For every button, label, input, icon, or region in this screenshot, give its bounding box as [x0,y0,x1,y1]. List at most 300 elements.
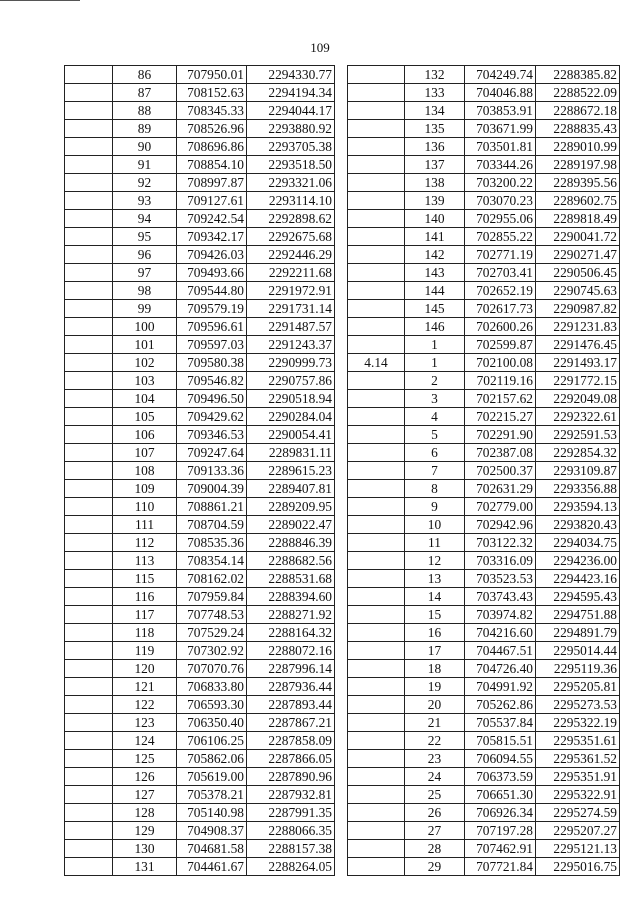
table-row [65,588,335,606]
y-coordinate-cell: 2294891.79 [536,624,620,642]
point-number-cell: 134 [405,102,465,120]
point-number-cell: 119 [113,642,177,660]
section-cell [348,390,405,408]
table-row [65,120,335,138]
table-row [65,300,335,318]
y-coordinate-cell: 2290745.63 [536,282,620,300]
table-row [65,174,335,192]
y-coordinate-cell: 2288394.60 [247,588,335,606]
section-cell [65,606,113,624]
section-cell [348,426,405,444]
point-number-cell: 116 [113,588,177,606]
table-row [65,714,335,732]
point-number-cell: 105 [113,408,177,426]
x-coordinate-cell: 709004.39 [177,480,247,498]
x-coordinate-cell: 702779.00 [465,498,536,516]
y-coordinate-cell: 2288066.35 [247,822,335,840]
point-number-cell: 93 [113,192,177,210]
y-coordinate-cell: 2290054.41 [247,426,335,444]
section-cell [65,678,113,696]
x-coordinate-cell: 705619.00 [177,768,247,786]
y-coordinate-cell: 2294236.00 [536,552,620,570]
x-coordinate-cell: 709242.54 [177,210,247,228]
x-coordinate-cell: 702215.27 [465,408,536,426]
x-coordinate-cell: 705262.86 [465,696,536,714]
section-cell [65,570,113,588]
table-row [65,804,335,822]
point-number-cell: 137 [405,156,465,174]
x-coordinate-cell: 702387.08 [465,444,536,462]
table-row [65,498,335,516]
section-cell [348,642,405,660]
y-coordinate-cell: 2289022.47 [247,516,335,534]
section-cell [348,750,405,768]
point-number-cell: 8 [405,480,465,498]
point-number-cell: 112 [113,534,177,552]
x-coordinate-cell: 703743.43 [465,588,536,606]
point-number-cell: 121 [113,678,177,696]
y-coordinate-cell: 2295361.52 [536,750,620,768]
section-cell [65,732,113,750]
section-cell [348,120,405,138]
table-row [348,498,620,516]
point-number-cell: 1 [405,336,465,354]
table-row [65,768,335,786]
x-coordinate-cell: 702157.62 [465,390,536,408]
table-row [65,732,335,750]
point-number-cell: 122 [113,696,177,714]
y-coordinate-cell: 2288385.82 [536,66,620,84]
section-cell [65,660,113,678]
y-coordinate-cell: 2295322.19 [536,714,620,732]
section-cell [348,192,405,210]
table-row [65,696,335,714]
table-row [348,840,620,858]
x-coordinate-cell: 708854.10 [177,156,247,174]
y-coordinate-cell: 2292211.68 [247,264,335,282]
point-number-cell: 142 [405,246,465,264]
y-coordinate-cell: 2288846.39 [247,534,335,552]
point-number-cell: 103 [113,372,177,390]
x-coordinate-cell: 702291.90 [465,426,536,444]
y-coordinate-cell: 2288157.38 [247,840,335,858]
section-cell [65,120,113,138]
section-cell [348,372,405,390]
y-coordinate-cell: 2289407.81 [247,480,335,498]
x-coordinate-cell: 707950.01 [177,66,247,84]
y-coordinate-cell: 2291243.37 [247,336,335,354]
y-coordinate-cell: 2288835.43 [536,120,620,138]
section-cell [348,516,405,534]
section-cell [348,552,405,570]
point-number-cell: 130 [113,840,177,858]
point-number-cell: 10 [405,516,465,534]
table-row [65,66,335,84]
point-number-cell: 143 [405,264,465,282]
x-coordinate-cell: 702855.22 [465,228,536,246]
x-coordinate-cell: 702631.29 [465,480,536,498]
point-number-cell: 117 [113,606,177,624]
table-row [65,606,335,624]
x-coordinate-cell: 705378.21 [177,786,247,804]
section-cell [348,282,405,300]
x-coordinate-cell: 702100.08 [465,354,536,372]
x-coordinate-cell: 708696.86 [177,138,247,156]
y-coordinate-cell: 2295014.44 [536,642,620,660]
section-cell [348,732,405,750]
point-number-cell: 20 [405,696,465,714]
point-number-cell: 17 [405,642,465,660]
table-row [348,408,620,426]
point-number-cell: 115 [113,570,177,588]
y-coordinate-cell: 2295351.91 [536,768,620,786]
y-coordinate-cell: 2287991.35 [247,804,335,822]
table-row [348,462,620,480]
x-coordinate-cell: 706350.40 [177,714,247,732]
x-coordinate-cell: 709493.66 [177,264,247,282]
y-coordinate-cell: 2293518.50 [247,156,335,174]
y-coordinate-cell: 2293109.87 [536,462,620,480]
section-cell [65,534,113,552]
table-row [348,678,620,696]
point-number-cell: 111 [113,516,177,534]
table-row [65,786,335,804]
x-coordinate-cell: 705537.84 [465,714,536,732]
point-number-cell: 127 [113,786,177,804]
y-coordinate-cell: 2287932.81 [247,786,335,804]
section-cell [348,714,405,732]
table-row [65,822,335,840]
y-coordinate-cell: 2291772.15 [536,372,620,390]
y-coordinate-cell: 2293114.10 [247,192,335,210]
x-coordinate-cell: 708861.21 [177,498,247,516]
point-number-cell: 113 [113,552,177,570]
table-row [65,246,335,264]
section-cell [65,390,113,408]
y-coordinate-cell: 2294034.75 [536,534,620,552]
table-row [65,534,335,552]
x-coordinate-cell: 707529.24 [177,624,247,642]
table-row [65,444,335,462]
y-coordinate-cell: 2294194.34 [247,84,335,102]
x-coordinate-cell: 706373.59 [465,768,536,786]
table-row [65,336,335,354]
table-row [348,138,620,156]
section-cell [348,678,405,696]
point-number-cell: 145 [405,300,465,318]
table-row [348,192,620,210]
section-cell [65,192,113,210]
point-number-cell: 29 [405,858,465,876]
section-cell [65,624,113,642]
table-row [348,570,620,588]
y-coordinate-cell: 2287893.44 [247,696,335,714]
x-coordinate-cell: 704249.74 [465,66,536,84]
section-cell [65,750,113,768]
y-coordinate-cell: 2288072.16 [247,642,335,660]
section-cell [65,336,113,354]
y-coordinate-cell: 2289615.23 [247,462,335,480]
section-cell [65,282,113,300]
table-row [348,588,620,606]
x-coordinate-cell: 706106.25 [177,732,247,750]
y-coordinate-cell: 2290041.72 [536,228,620,246]
section-cell [348,264,405,282]
table-row [65,84,335,102]
section-cell [65,174,113,192]
table-row [348,66,620,84]
section-cell [65,480,113,498]
table-row [348,390,620,408]
y-coordinate-cell: 2294423.16 [536,570,620,588]
y-coordinate-cell: 2291731.14 [247,300,335,318]
table-row [65,462,335,480]
table-row [65,840,335,858]
point-number-cell: 9 [405,498,465,516]
point-number-cell: 146 [405,318,465,336]
x-coordinate-cell: 704908.37 [177,822,247,840]
section-cell [65,138,113,156]
x-coordinate-cell: 709546.82 [177,372,247,390]
section-cell [65,498,113,516]
table-row [65,210,335,228]
y-coordinate-cell: 2292591.53 [536,426,620,444]
y-coordinate-cell: 2290518.94 [247,390,335,408]
x-coordinate-cell: 703523.53 [465,570,536,588]
table-row [348,750,620,768]
table-row [348,732,620,750]
x-coordinate-cell: 705140.98 [177,804,247,822]
point-number-cell: 109 [113,480,177,498]
point-number-cell: 107 [113,444,177,462]
section-cell [65,642,113,660]
point-number-cell: 90 [113,138,177,156]
section-cell [348,858,405,876]
x-coordinate-cell: 709426.03 [177,246,247,264]
y-coordinate-cell: 2291972.91 [247,282,335,300]
point-number-cell: 13 [405,570,465,588]
section-cell: 4.14 [348,354,405,372]
y-coordinate-cell: 2289209.95 [247,498,335,516]
x-coordinate-cell: 708354.14 [177,552,247,570]
section-cell [65,588,113,606]
section-cell [65,318,113,336]
table-row [65,372,335,390]
table-row [65,138,335,156]
x-coordinate-cell: 702771.19 [465,246,536,264]
y-coordinate-cell: 2288682.56 [247,552,335,570]
point-number-cell: 19 [405,678,465,696]
section-cell [348,804,405,822]
table-row [65,354,335,372]
point-number-cell: 88 [113,102,177,120]
point-number-cell: 106 [113,426,177,444]
y-coordinate-cell: 2295273.53 [536,696,620,714]
section-cell [348,300,405,318]
y-coordinate-cell: 2290506.45 [536,264,620,282]
x-coordinate-cell: 709127.61 [177,192,247,210]
x-coordinate-cell: 703200.22 [465,174,536,192]
x-coordinate-cell: 709346.53 [177,426,247,444]
section-cell [348,408,405,426]
x-coordinate-cell: 709496.50 [177,390,247,408]
table-row [348,714,620,732]
y-coordinate-cell: 2289831.11 [247,444,335,462]
y-coordinate-cell: 2287858.09 [247,732,335,750]
section-cell [65,228,113,246]
section-cell [348,588,405,606]
x-coordinate-cell: 702599.87 [465,336,536,354]
point-number-cell: 131 [113,858,177,876]
x-coordinate-cell: 702617.73 [465,300,536,318]
table-row [348,120,620,138]
y-coordinate-cell: 2289010.99 [536,138,620,156]
x-coordinate-cell: 709580.38 [177,354,247,372]
table-row [348,228,620,246]
x-coordinate-cell: 708997.87 [177,174,247,192]
table-row [348,606,620,624]
table-row [348,282,620,300]
table-row [348,552,620,570]
point-number-cell: 104 [113,390,177,408]
table-row [65,408,335,426]
section-cell [348,210,405,228]
point-number-cell: 124 [113,732,177,750]
y-coordinate-cell: 2295351.61 [536,732,620,750]
section-cell [348,822,405,840]
y-coordinate-cell: 2292854.32 [536,444,620,462]
coordinates-table-left [64,65,335,876]
x-coordinate-cell: 708704.59 [177,516,247,534]
y-coordinate-cell: 2289197.98 [536,156,620,174]
point-number-cell: 138 [405,174,465,192]
x-coordinate-cell: 702942.96 [465,516,536,534]
y-coordinate-cell: 2289818.49 [536,210,620,228]
section-cell [348,246,405,264]
table-row [348,336,620,354]
y-coordinate-cell: 2295274.59 [536,804,620,822]
section-cell [65,426,113,444]
section-cell [65,822,113,840]
point-number-cell: 128 [113,804,177,822]
point-number-cell: 24 [405,768,465,786]
point-number-cell: 100 [113,318,177,336]
table-row [348,444,620,462]
section-cell [348,462,405,480]
section-cell [348,786,405,804]
y-coordinate-cell: 2295119.36 [536,660,620,678]
table-row [348,84,620,102]
coordinates-table-right [347,65,620,876]
section-cell [65,804,113,822]
y-coordinate-cell: 2291487.57 [247,318,335,336]
x-coordinate-cell: 708526.96 [177,120,247,138]
section-cell [65,102,113,120]
point-number-cell: 25 [405,786,465,804]
point-number-cell: 92 [113,174,177,192]
point-number-cell: 22 [405,732,465,750]
x-coordinate-cell: 709596.61 [177,318,247,336]
point-number-cell: 96 [113,246,177,264]
x-coordinate-cell: 703070.23 [465,192,536,210]
y-coordinate-cell: 2291476.45 [536,336,620,354]
point-number-cell: 4 [405,408,465,426]
point-number-cell: 102 [113,354,177,372]
y-coordinate-cell: 2295207.27 [536,822,620,840]
point-number-cell: 129 [113,822,177,840]
y-coordinate-cell: 2292898.62 [247,210,335,228]
section-cell [65,84,113,102]
x-coordinate-cell: 705862.06 [177,750,247,768]
x-coordinate-cell: 706833.80 [177,678,247,696]
x-coordinate-cell: 708152.63 [177,84,247,102]
table-row [348,300,620,318]
point-number-cell: 125 [113,750,177,768]
x-coordinate-cell: 704726.40 [465,660,536,678]
x-coordinate-cell: 702119.16 [465,372,536,390]
section-cell [348,768,405,786]
y-coordinate-cell: 2292446.29 [247,246,335,264]
section-cell [65,246,113,264]
point-number-cell: 141 [405,228,465,246]
section-cell [65,354,113,372]
point-number-cell: 97 [113,264,177,282]
y-coordinate-cell: 2287996.14 [247,660,335,678]
section-cell [65,300,113,318]
point-number-cell: 18 [405,660,465,678]
y-coordinate-cell: 2294595.43 [536,588,620,606]
y-coordinate-cell: 2294751.88 [536,606,620,624]
point-number-cell: 126 [113,768,177,786]
y-coordinate-cell: 2288531.68 [247,570,335,588]
table-row [348,534,620,552]
section-cell [348,102,405,120]
section-cell [348,570,405,588]
y-coordinate-cell: 2292322.61 [536,408,620,426]
section-cell [65,462,113,480]
section-cell [65,408,113,426]
section-cell [65,768,113,786]
x-coordinate-cell: 706651.30 [465,786,536,804]
table-row [348,210,620,228]
section-cell [65,840,113,858]
point-number-cell: 2 [405,372,465,390]
y-coordinate-cell: 2290757.86 [247,372,335,390]
table-row [65,642,335,660]
point-number-cell: 86 [113,66,177,84]
section-cell [65,858,113,876]
x-coordinate-cell: 709579.19 [177,300,247,318]
point-number-cell: 11 [405,534,465,552]
point-number-cell: 23 [405,750,465,768]
y-coordinate-cell: 2287936.44 [247,678,335,696]
table-row [348,156,620,174]
y-coordinate-cell: 2293321.06 [247,174,335,192]
section-cell [348,696,405,714]
x-coordinate-cell: 702500.37 [465,462,536,480]
y-coordinate-cell: 2291493.17 [536,354,620,372]
table-row [65,102,335,120]
table-row [65,282,335,300]
table-row [65,390,335,408]
table-row [348,246,620,264]
x-coordinate-cell: 706926.34 [465,804,536,822]
section-cell [348,228,405,246]
point-number-cell: 135 [405,120,465,138]
table-row [348,354,620,372]
corner-rule [0,0,80,1]
x-coordinate-cell: 708162.02 [177,570,247,588]
